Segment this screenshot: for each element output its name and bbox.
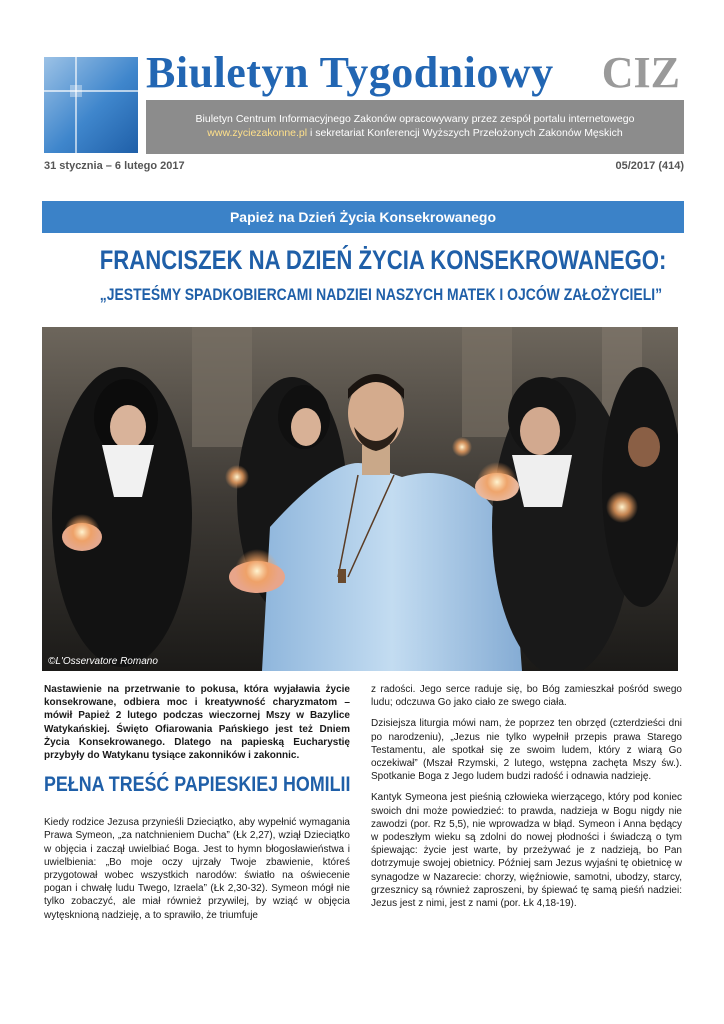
article-photo [42, 327, 678, 671]
article-paragraph: Kantyk Symeona jest pieśnią człowieka wierzącego, który pod koniec swoich dni może powiedzieć: to prawda, nadzieja w Bogu nigdy nie zawodzi (por. Rz 5,5), nie wprowadza w błąd. Symeon i Anna będący w podeszłym wieku są zdolni do nowej płodności i świadczą o tym śpiewając: życie jest warte, by przeżywać je z nadzieją, bo Pan dotrzymuje swojej obietnicy. Później sam Jezus wyjaśni tę obietnicę w synagodze w Nazarecie: chorzy, więźniowie, samotni, ubodzy, starcy, grzesznicy są również zaproszeni, by śpiewać tę samą pieśń nadziei: Jezus jest z nimi, jest z nami (por. Łk 4,18-19). [371, 792, 682, 910]
article-lead: Nastawienie na przetrwanie to pokusa, która wyjaławia życie konsekrowane, odbiera moc i kreatywność charyzmatom – mówił Papież 2 lutego podczas wieczornej Mszy w Bazylice Watykańskiej. Święto Ofiarowania Pańskiego jest też Dniem Życia Konsekrowanego. Dlatego na papieską Eucharystię przybyły do Watykanu tysiące zakonników i zakonnic. [44, 684, 350, 762]
issue-info [44, 160, 684, 172]
ciz-logo [44, 57, 138, 153]
article-subheadline: „JESTEŚMY SPADKOBIERCAMI NADZIEI NASZYCH MATEK I OJCÓW ZAŁOŻYCIELI” [99, 285, 663, 304]
newsletter-short-name: CIZ [601, 48, 680, 97]
topic-banner: Papież na Dzień Życia Konsekrowanego [42, 201, 684, 233]
article-paragraph: Kiedy rodzice Jezusa przynieśli Dzieciątko, aby wypełnić wymagania Prawa Symeon, „za natchnieniem Ducha” (Łk 2,27), wziął Dzieciątko w objęcia i zaczął uwielbiać Boga. Jest to hymn błogosławieństwa i uwielbienia: „Bo moje oczy ujrzały Twoje zbawienie, któreś przygotował wobec wszystkich narodów: światło na oświecenie pogan i chwałę ludu Twego, Izraela” (Łk 2,30-32). Symeon mógł nie tylko zobaczyć, ale miał również przywilej, by wziąć w objęcia wytęsknioną nadzieję, a to sprawiło, że triumfuje [44, 817, 350, 921]
website-link[interactable]: www.zyciezakonne.pl [207, 127, 308, 139]
article-headline: FRANCISZEK NA DZIEŃ ŻYCIA KONSEKROWANEGO: [99, 245, 667, 275]
article-paragraph: Dzisiejsza liturgia mówi nam, że poprzez ten obrzęd (czterdzieści dni po narodzeniu), „Jezus nie tylko wypełnił przepis prawa Starego Testamentu, ale spotkał się ze swoim ludem, który z wiarą Go oczekiwał” (Mszał Rzymski, 2 lutego, wstępna zachęta Mszy św.). Spotkanie Boga z Jego ludem budzi radość i odnawia nadzieję. [371, 718, 682, 783]
newsletter-title: Biuletyn Tygodniowy [146, 48, 554, 97]
masthead [146, 50, 686, 96]
description-line-2-rest: i sekretariat Konferencji Wyższych Przełożonych Zakonów Męskich [307, 127, 623, 139]
photo-illustration [42, 327, 678, 671]
photo-credit: ©L'Osservatore Romano [48, 656, 158, 667]
issue-number: 05/2017 (414) [615, 160, 684, 172]
section-title: PEŁNA TREŚĆ PAPIESKIEJ HOMILII [44, 773, 351, 797]
masthead-description [146, 100, 684, 154]
description-line-1: Biuletyn Centrum Informacyjnego Zakonów opracowywany przez zespół portalu internetowego [195, 113, 635, 125]
issue-dates: 31 stycznia – 6 lutego 2017 [44, 160, 185, 172]
article-right-column [371, 683, 682, 918]
article-left-column [44, 683, 350, 930]
description-line-2 [146, 126, 684, 140]
article-paragraph: z radości. Jego serce raduje się, bo Bóg zamieszkał pośród swego ludu; odczuwa Go jako ciało ze swego ciała. [371, 684, 682, 709]
logo-cross-graphic [44, 57, 138, 153]
